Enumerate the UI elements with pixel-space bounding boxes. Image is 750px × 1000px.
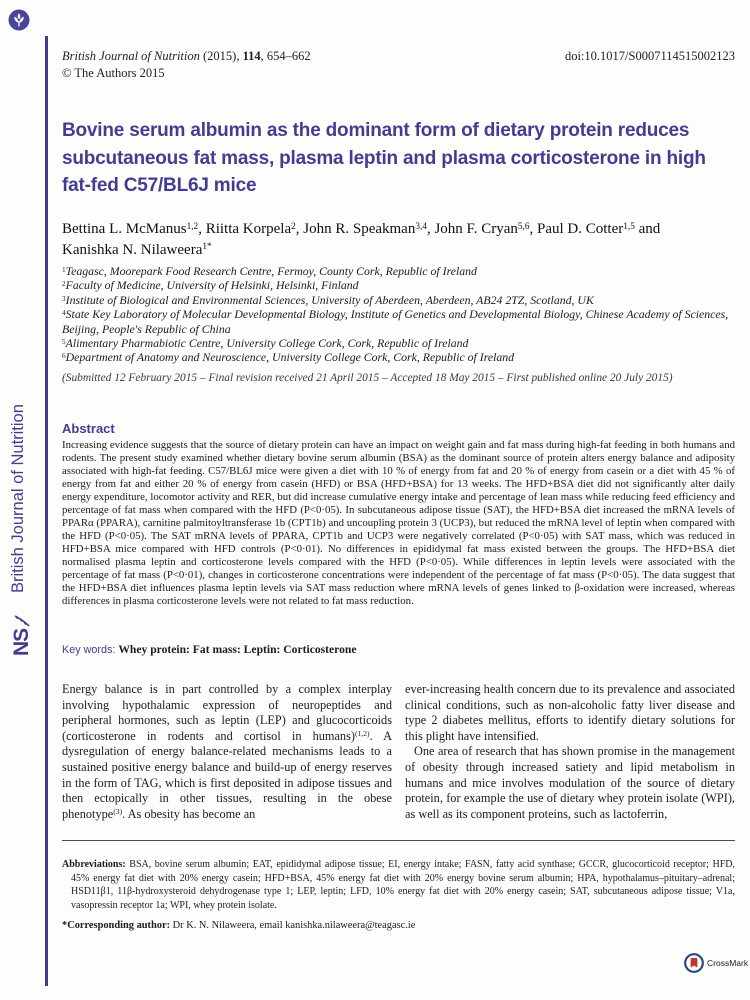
affil-text: Alimentary Pharmabiotic Centre, University College Cork, Cork, Republic of Ireland — [65, 336, 469, 351]
author-line — [62, 240, 735, 261]
body-column-right — [405, 682, 735, 822]
author-affil-ref: 3,4 — [415, 221, 427, 232]
doi-text: doi:10.1017/S0007114515002123 — [564, 49, 735, 63]
affiliation-list — [62, 264, 735, 365]
author-affil-ref: 2 — [291, 221, 296, 232]
affiliation — [62, 350, 735, 364]
spine-divider-line — [45, 36, 48, 986]
submission-dates-note: (Submitted 12 February 2015 – Final revision received 21 April 2015 – Accepted 18 May 2015 – First published online 20 July 2015) — [62, 372, 673, 384]
abstract-text: Increasing evidence suggests that the source of dietary protein can have an impact on weight gain and fat mass during high-fat feeding in both humans and rodents. The present study examined whether dietary bovine serum albumin (BSA) as the dominant source of protein alters energy balance and adiposity associated with high-fat feeding. C57/BL6J mice were given a diet with 10 % of energy from fat and 20 % of energy from casein or a diet with 45 % of energy from fat and either 20 % of energy from casein (HFD) or BSA (HFD+BSA) for 13 weeks. The HFD+BSA diet did not significantly alter daily energy expenditure, locomotor activity and RER, but did increase cumulative energy intake and percentage of lean mass while reducing feed efficiency and percentage of fat mass when compared with the HFD (P<0·05). In subcutaneous adipose tissue (SAT), the HFD+BSA diet increased the mRNA levels of PPARα (PPARA), carnitine palmitoyltransferase 1b (CPT1b) and uncoupling protein 3 (UCP3), but reduced the mRNA level of leptin when compared with the HFD (P<0·05). The SAT mRNA levels of PPARA, CPT1b and UCP3 were negatively correlated (P<0·05) with SAT mass, which was reduced in HFD+BSA mice compared with HFD controls (P<0·01). No differences in epididymal fat mass existed between the groups. The HFD+BSA diet normalised plasma leptin and corticosterone levels compared with the HFD (P<0·05). While differences in leptin levels were associated with the percentage of fat mass (P<0·01), changes in corticosterone concentrations were independent of the percentage of fat mass (P<0·05). The data suggest that the HFD+BSA diet influences plasma leptin levels via SAT mass reduction where mRNA levels of genes linked to β-oxidation were increased, whereas differences in plasma corticosterone levels were not related to fat mass reduction. — [62, 439, 735, 607]
author-list — [62, 219, 735, 260]
nutrition-society-logo — [9, 596, 35, 656]
affil-number: 1 — [62, 264, 66, 274]
affiliation — [62, 264, 735, 278]
affiliation — [62, 278, 735, 292]
affil-text: Institute of Biological and Environmental Sciences, University of Aberdeen, Aberdeen, AB24 2TZ, Scotland, UK — [65, 292, 594, 307]
author-affil-ref: 5,6 — [517, 221, 530, 232]
crossmark-icon — [684, 953, 704, 973]
affil-text: Faculty of Medicine, University of Helsinki, Helsinki, Finland — [65, 278, 359, 293]
journal-wheat-icon — [8, 9, 30, 31]
article-title — [62, 117, 747, 200]
author-affil-ref: 1,2 — [186, 221, 199, 232]
author-affil-ref: 1,5 — [623, 221, 635, 232]
affiliation — [62, 307, 735, 336]
body-columns — [62, 682, 735, 822]
author-separator: and — [634, 221, 661, 237]
keywords-label: Key words: — [62, 644, 116, 656]
crossmark-button[interactable] — [684, 953, 748, 973]
author-name: , John F. Cryan — [426, 221, 518, 237]
citation-year: (2015), — [199, 49, 243, 63]
abstract-heading: Abstract — [62, 421, 115, 436]
affil-number: 6 — [62, 351, 66, 361]
affil-text: State Key Laboratory of Molecular Developmental Biology, Institute of Genetics and Developmental Biology, Chinese Academy of Sciences, Beijing, People's Republic of China — [62, 307, 729, 336]
page-range: , 654–662 — [260, 49, 311, 63]
crossmark-label: CrossMark — [707, 958, 749, 968]
corresponding-author-footnote — [62, 920, 735, 931]
affil-text: Department of Anatomy and Neuroscience, University College Cork, Cork, Republic of Ireland — [65, 350, 515, 365]
author-name: , John R. Speakman — [295, 221, 416, 237]
corresponding-email[interactable]: kanishka.nilaweera@teagasc.ie — [285, 920, 416, 932]
body-paragraph — [62, 682, 392, 822]
journal-spine — [4, 383, 32, 593]
body-text: . A dysregulation of energy balance-related mechanisms leads to a sustained positive energy balance and build-up of energy reserves in the form of TAG, which is first deposited in adipose tissues and then ectopically in other tissues, resulting in the obese phenotype — [62, 728, 392, 821]
affil-text: Teagasc, Moorepark Food Research Centre, Fermoy, County Cork, Republic of Ireland — [65, 264, 477, 278]
body-text: Energy balance is in part controlled by a complex interplay involving hypothalamic expression of neuropeptides and peripheral hormones, such as leptin (LEP) and glucocorticoids (corticosterone in rodents and cortisol in humans) — [62, 682, 392, 743]
nutrition-society-logo-text: NS — [10, 628, 33, 656]
abbreviations-footnote — [62, 858, 735, 912]
affiliation — [62, 336, 735, 350]
abbreviations-label: Abbreviations: — [62, 859, 130, 870]
author-line — [62, 219, 735, 240]
affil-number: 5 — [62, 336, 66, 346]
body-column-left — [62, 682, 392, 822]
author-name: Bettina L. McManus — [62, 221, 187, 237]
body-text: . As obesity has become an — [122, 806, 256, 821]
affiliation — [62, 293, 735, 307]
article-title-line: fat-fed C57/BL6J mice — [62, 175, 257, 196]
body-paragraph: ever-increasing health concern due to its prevalence and associated clinical conditions, such as non-alcoholic fatty liver disease and type 2 diabetes mellitus, efforts to identify dietary solutions for this plight have intensified. — [405, 682, 735, 743]
affil-number: 3 — [62, 293, 66, 303]
author-name: , Paul D. Cotter — [529, 221, 624, 237]
volume-number: 114 — [242, 49, 261, 63]
article-title-line: Bovine serum albumin as the dominant form of dietary protein reduces — [62, 120, 690, 141]
page-header — [62, 49, 735, 81]
body-paragraph: One area of research that has shown promise in the management of obesity through increased satiety and lipid metabolism in humans and mice involves modulation of the source of dietary protein, for example the use of dietary whey protein isolate (WPI), as well as its component proteins, such as lactoferrin, — [405, 744, 735, 821]
affil-number: 4 — [62, 307, 66, 317]
footnote-divider — [62, 840, 735, 841]
copyright-notice: © The Authors 2015 — [62, 66, 165, 80]
author-affil-ref: 1* — [202, 242, 212, 253]
affil-number: 2 — [62, 279, 66, 289]
corresponding-label: *Corresponding author: — [62, 920, 173, 932]
author-name: Kanishka N. Nilaweera — [62, 241, 203, 258]
article-title-line: subcutaneous fat mass, plasma leptin and plasma corticosterone in high — [62, 147, 706, 169]
wheat-sprig-icon — [13, 614, 31, 628]
citation-ref: (1,2) — [354, 729, 370, 739]
corresponding-text: Dr K. N. Nilaweera, email — [172, 920, 286, 932]
journal-citation — [62, 49, 311, 64]
citation-ref: (3) — [113, 807, 123, 817]
author-name: , Riitta Korpela — [198, 221, 292, 237]
keywords-line — [62, 643, 735, 656]
abbreviations-text: BSA, bovine serum albumin; EAT, epididymal adipose tissue; EI, energy intake; FASN, fatty acid synthase; GCCR, glucocorticoid receptor; HFD, 45% energy fat diet with 20% energy casein; HFD+BSA, 45% energy fat diet with 20% energy bovine serum albumin; HPA, hypothalamus–pituitary–adrenal; HSD11β1, 11β-hydroxysteroid dehydrogenase type 1; LEP, leptin; LFD, 10% energy fat diet with 20% energy casein; SAT, subcutaneous adipose tissue; V1a, vasopressin receptor 1a; WPI, whey protein isolate. — [71, 859, 735, 911]
journal-spine-title: British Journal of Nutrition — [9, 404, 27, 593]
journal-name: British Journal of Nutrition — [62, 49, 200, 63]
keywords-text: Whey protein: Fat mass: Leptin: Corticosterone — [118, 643, 357, 656]
